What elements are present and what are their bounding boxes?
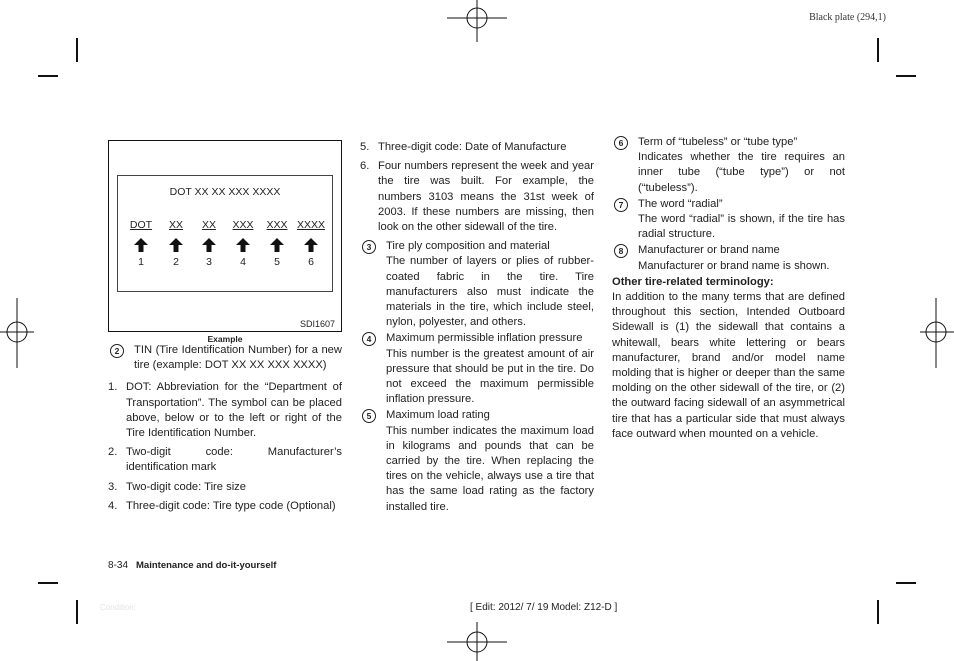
figure-number-4: 4 (240, 256, 246, 268)
figure-caption: Example (207, 334, 243, 344)
circled-item: 6 Term of “tubeless” or “tube type” Indicates whether the tire requires an inner tube (“tube type”) or not (“tubeless”). (612, 135, 845, 196)
tin-item (108, 343, 342, 373)
edit-info: [ Edit: 2012/ 7/ 19 Model: Z12-D ] (470, 602, 618, 613)
circled-item: 5 Maximum load rating This number indicates the maximum load in kilograms and pounds that can be carried by the tire. When replacing the tires on the vehicle, always use a tire that has the same load rating as the factory installed tire. (360, 408, 594, 514)
list-item: 3. Two-digit code: Tire size (108, 480, 247, 493)
circled-item: 7 The word “radial” The word “radial” is shown, if the tire has radial structure. (612, 197, 845, 243)
page-number: 8-34 (108, 560, 129, 571)
list-item: 2. Two-digit code: Manufacturer’s identification mark (108, 446, 342, 474)
registration-mark-left-icon (0, 298, 36, 368)
item-text: Indicates whether the tire requires an inner tube (“tube type”) or not (“tubeless”). (638, 151, 845, 194)
list-item: 6. Four numbers represent the week and year the tire was built. For example, the numbers 3103 means the 31st week of 2003. If these numbers are missing, then look on the other sidewall of the tire. (360, 160, 594, 234)
terminology-paragraph: In addition to the many terms that are defined throughout this section, Intended Outboard Sidewall is (1) the sidewall that contains a whitewall, bears white lettering or bears manufacturer, brand and/or model name molding that is higher or deeper than the same molding on the other sidewall of the tire, or (2) the outward facing sidewall of an asymmetrical tire that has a particular side that must always face outward when mounted on a vehicle. (612, 291, 845, 440)
item-title: Maximum permissible inflation pressure (386, 332, 583, 345)
list-item: 1. DOT: Abbreviation for the “Department of Transportation”. The symbol can be placed above, below or to the left or right of the Tire Identification Number. (108, 381, 342, 440)
registration-mark-top-icon (445, 0, 509, 44)
up-arrow-icon (169, 238, 183, 252)
code-xxx-2: XXX (266, 219, 288, 231)
tin-text: TIN (Tire Identification Number) for a new tire (example: DOT XX XX XXX XXXX) (134, 344, 342, 372)
item-text: The word “radial” is shown, if the tire has radial structure. (638, 213, 845, 241)
circled-item: 8 Manufacturer or brand name Manufacturer or brand name is shown. (612, 243, 845, 273)
figure-code: SDI1607 (299, 319, 335, 329)
item-text: This number is the greatest amount of air pressure that should be put in the tire. Do not exceed the maximum permissible inflation pressure. (386, 347, 594, 406)
code-xxxx: XXXX (296, 219, 325, 231)
figure-panel (117, 175, 333, 292)
up-arrow-icon (134, 238, 148, 252)
item-title: Term of “tubeless” or “tube type” (638, 136, 798, 148)
code-xxx-1: XXX (232, 219, 254, 231)
list-item: 4. Three-digit code: Tire type code (Optional) (108, 499, 336, 512)
column-2 (360, 140, 594, 516)
figure-number-6: 6 (308, 256, 314, 268)
page-footer (108, 560, 276, 571)
figure-number-3: 3 (206, 256, 212, 268)
figure-number-2: 2 (173, 256, 179, 268)
item-title: Maximum load rating (386, 409, 490, 422)
up-arrow-icon (304, 238, 318, 252)
list-item: 5. Three-digit code: Date of Manufacture (360, 141, 567, 153)
tire-id-figure (108, 140, 342, 332)
item-text: This number indicates the maximum load in kilograms and pounds that can be carried by the tire. When replacing the tires on the vehicle, always use a tire that has the same load rating as the factory installed tire. (386, 424, 594, 513)
registration-mark-bottom-icon (445, 622, 509, 661)
up-arrow-icon (270, 238, 284, 252)
column-1 (108, 343, 342, 518)
item-text: The number of layers or plies of rubber-coated fabric in the tire. Tire manufacturers also must indicate the materials in the tire, which include steel, nylon, polyester, and others. (386, 255, 594, 329)
item-text: Manufacturer or brand name is shown. (638, 259, 830, 272)
column-3 (612, 135, 845, 442)
section-name: Maintenance and do-it-yourself (136, 560, 277, 571)
code-xx-1: XX (168, 219, 183, 231)
item-title: The word “radial” (638, 197, 723, 210)
up-arrow-icon (236, 238, 250, 252)
circled-item: 3 Tire ply composition and material The number of layers or plies of rubber-coated fabric in the tire. Tire manufacturers also must indicate the materials in the tire, which include steel, nylon, polyester, and others. (360, 239, 594, 330)
item-title: Tire ply composition and material (386, 240, 550, 253)
code-xx-2: XX (201, 219, 216, 231)
plate-label: Black plate (294,1) (809, 12, 886, 23)
registration-mark-right-icon (918, 298, 954, 368)
figure-number-5: 5 (274, 256, 280, 268)
up-arrow-icon (202, 238, 216, 252)
circled-number: 2 (110, 344, 124, 358)
condition-label: Condition: (100, 603, 137, 612)
figure-title: DOT XX XX XXX XXXX (169, 186, 281, 198)
code-dot: DOT (129, 219, 153, 231)
figure-number-1: 1 (138, 256, 144, 268)
circled-item: 4 Maximum permissible inflation pressure This number is the greatest amount of air pressure that should be put in the tire. Do not exceed the maximum permissible inflation pressure. (360, 331, 594, 407)
section-heading: Other tire-related terminology: (612, 275, 774, 288)
item-title: Manufacturer or brand name (638, 244, 780, 257)
